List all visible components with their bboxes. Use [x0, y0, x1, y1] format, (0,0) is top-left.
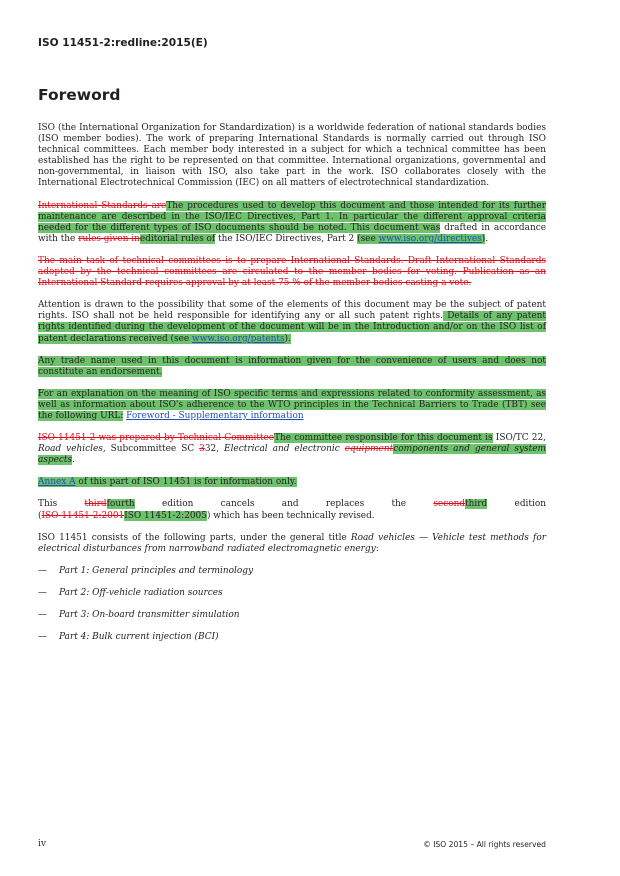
trade-name-paragraph	[38, 356, 546, 378]
word: and	[281, 499, 299, 510]
inserted-text: )	[481, 233, 486, 244]
deleted-text: ISO 11451-2 was prepared by Technical Committee	[38, 433, 275, 444]
annex-paragraph	[38, 477, 546, 488]
text-run: Attention is drawn to the possibility that some of the elements of this document may be the subject of patent rights. ISO shall not be held responsible for identifying any or all such patent rights.	[38, 300, 546, 322]
inserted-text: Any trade name used in this document is information given for the convenience of users and does not constitute an endorsement.	[38, 355, 546, 377]
list-item	[38, 566, 546, 577]
text-run: 32,	[204, 444, 225, 455]
deleted-text: International Standards are	[38, 200, 167, 211]
edition-line	[38, 499, 546, 510]
deleted-text: equipment	[344, 444, 394, 455]
list-dash: —	[38, 610, 47, 620]
deleted-text: rules given in	[78, 233, 140, 244]
text-run: .	[72, 455, 75, 466]
patents-link[interactable]: www.iso.org/patents	[192, 333, 285, 344]
word: replaces	[325, 499, 365, 510]
text-run: (	[38, 510, 42, 521]
procedures-paragraph	[38, 201, 546, 245]
deleted-paragraph: The main task of technical committees is to prepare International Standards. Draft International Standards adopted by the technical committees are circulated to the member bodies for voting. Publication as an International Standard requires approval by at least 75 % of the member bodies casting a vote.	[38, 255, 546, 289]
page-title: Foreword	[38, 86, 121, 104]
inserted-text: ISO 11451-2:2005	[124, 510, 207, 521]
list-dash: —	[38, 587, 47, 598]
inserted-text: fourth	[106, 499, 135, 510]
part-title: Part 4: Bulk current injection (BCI)	[59, 632, 219, 643]
part-title: Part 2: Off-vehicle radiation sources	[59, 587, 223, 598]
word: This	[38, 499, 58, 510]
text-run: drafted in accordance with the	[38, 222, 547, 244]
text-run: .	[485, 233, 489, 244]
conformity-paragraph	[38, 389, 546, 422]
deleted-text: second	[433, 499, 466, 510]
text-run: :	[375, 543, 379, 554]
inserted-text: editorial rules of	[139, 233, 216, 244]
inserted-text: Details of any patent rights identified during the development of the document will be in the Introduction and/or on the ISO list of patent declarations received (see	[38, 311, 546, 344]
list-item	[38, 588, 546, 599]
text-run: ) which has been technically revised.	[206, 510, 375, 521]
part-title: Part 3: On-board transmitter simulation	[59, 610, 240, 620]
deleted-text: 3	[199, 444, 205, 455]
inserted-text: ).	[284, 333, 291, 344]
list-item	[38, 632, 546, 643]
edition-paragraph	[38, 499, 546, 521]
word: cancels	[220, 499, 255, 510]
italic-text: Road vehicles	[38, 444, 103, 455]
text-run: ISO/TC 22,	[492, 433, 546, 444]
list-item	[38, 610, 546, 621]
inserted-text	[38, 477, 297, 487]
directives-link[interactable]: www.iso.org/directives	[378, 233, 482, 244]
annex-a-link[interactable]: Annex A	[38, 477, 76, 488]
parts-list	[38, 566, 546, 643]
deleted-text: third	[84, 499, 107, 510]
document-header: ISO 11451-2:redline:2015(E)	[38, 37, 208, 49]
copyright-notice: © ISO 2015 – All rights reserved	[423, 840, 546, 849]
text-run: , Subcommittee SC	[102, 444, 200, 455]
word: the	[391, 499, 407, 510]
word	[84, 499, 134, 510]
part-title: Part 1: General principles and terminology	[59, 565, 254, 576]
word	[433, 499, 487, 510]
inserted-text: components and general system aspects	[38, 444, 546, 466]
intro-paragraph: ISO (the International Organization for Standardization) is a worldwide federation of national standards bodies (ISO member bodies). The work of preparing International Standards is normally carried out through ISO technical committees. Each member body interested in a subject for which a technical committee has been established has the right to be represented on that committee. International organizations, governmental and non-governmental, in liaison with ISO, also take part in the work. ISO collaborates closely with the International Electrotechnical Commission (IEC) on all matters of electrotechnical standardization.	[38, 123, 546, 189]
page-number: iv	[38, 839, 46, 849]
inserted-text: The procedures used to develop this document and those intended for its further maintenance are described in the ISO/IEC Directives, Part 1. In particular the different approval criteria needed for the different types of ISO documents should be noted. This document was	[38, 200, 546, 233]
word: edition	[514, 499, 546, 510]
inserted-text: third	[465, 499, 488, 510]
italic-text: Road vehicles — Vehicle test methods for electrical disturbances from narrowband radiated electromagnetic energy	[38, 532, 546, 554]
inserted-text	[357, 234, 485, 244]
parts-intro-paragraph	[38, 533, 546, 555]
committee-paragraph	[38, 433, 546, 466]
text-run: the ISO/IEC Directives, Part 2	[215, 233, 358, 244]
supplementary-info-link[interactable]: Foreword - Supplementary information	[126, 410, 304, 421]
deleted-text: ISO 11451-2:2001	[41, 510, 125, 521]
inserted-text: For an explanation on the meaning of ISO specific terms and expressions related to conformity assessment, as well as information about ISO's adherence to the WTO principles in the Technical Barriers to Trade (TBT) see the following URL:	[38, 388, 546, 421]
inserted-text: of this part of ISO 11451 is for information only.	[75, 477, 297, 488]
italic-text: Electrical and electronic	[224, 444, 345, 455]
foreword-body	[38, 123, 546, 654]
text-run: ISO 11451 consists of the following parts, under the general title	[38, 532, 351, 543]
list-dash: —	[38, 632, 47, 643]
patent-paragraph	[38, 300, 546, 344]
inserted-text: (see	[357, 233, 379, 244]
inserted-text: The committee responsible for this document is	[274, 433, 493, 444]
list-dash: —	[38, 565, 47, 576]
word: edition	[161, 499, 194, 510]
